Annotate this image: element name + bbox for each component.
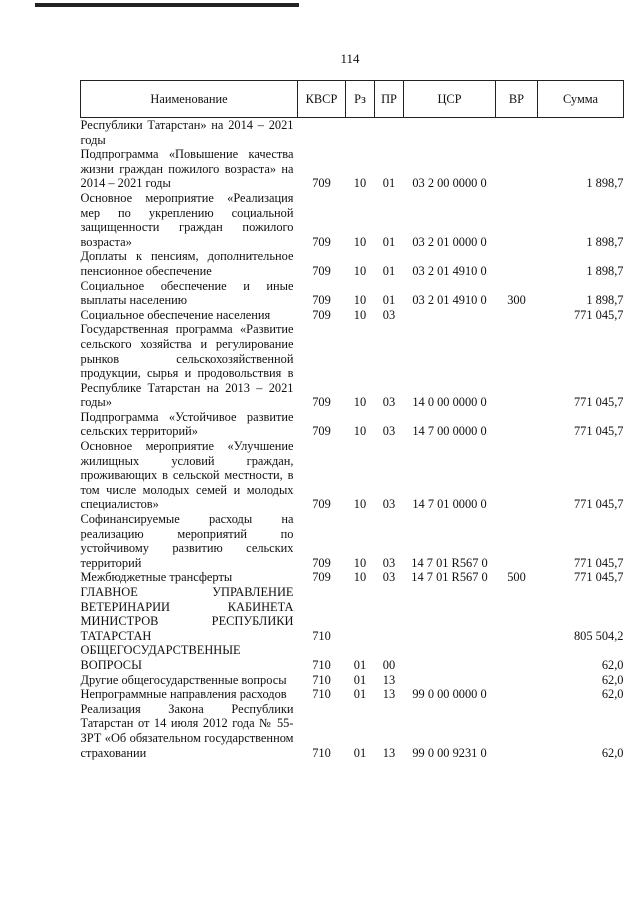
- cell-sum: 1 898,7: [586, 263, 624, 278]
- cell-sum: 1 898,7: [586, 176, 624, 191]
- cell-pr: 03: [382, 424, 396, 439]
- cell-csr: 03 2 01 0000 0: [412, 234, 487, 249]
- cell-csr: [404, 308, 496, 323]
- cell-vr: [496, 439, 538, 512]
- cell-sum: 771 045,7: [573, 570, 624, 585]
- cell-name: Реализация Закона Республики Татарстан от 14 июля 2012 года № 55-ЗРТ «Об обязательном государственном страховании: [80, 701, 294, 760]
- cell-sum: 62,0: [601, 745, 624, 760]
- cell-vr: [496, 585, 538, 643]
- cell-rz: 10: [353, 555, 367, 570]
- cell-kvsr: 710: [312, 628, 331, 643]
- cell-rz: 10: [353, 395, 367, 410]
- cell-pr: 03: [382, 497, 396, 512]
- cell-vr: [496, 410, 538, 439]
- cell-csr: 03 2 01 4910 0: [412, 293, 487, 308]
- cell-rz: 01: [353, 745, 367, 760]
- cell-csr: 99 0 00 0000 0: [412, 687, 487, 702]
- cell-vr: [496, 673, 538, 688]
- cell-rz: 10: [353, 497, 367, 512]
- cell-kvsr: 709: [312, 263, 331, 278]
- cell-sum: 1 898,7: [586, 293, 624, 308]
- table-row: [81, 410, 624, 439]
- cell-rz: 10: [353, 307, 367, 322]
- table-row: [81, 118, 624, 148]
- cell-name: Непрограммные направления расходов: [80, 687, 287, 702]
- header-sum: Сумма: [538, 81, 624, 118]
- cell-vr: 300: [507, 293, 526, 308]
- cell-vr: [496, 118, 538, 148]
- cell-pr: 01: [382, 263, 396, 278]
- table-body: [81, 118, 624, 761]
- cell-name: Республики Татарстан» на 2014 – 2021 годы: [80, 118, 294, 147]
- cell-pr: 03: [382, 555, 396, 570]
- cell-csr: [404, 673, 496, 688]
- cell-pr: 13: [382, 687, 396, 702]
- cell-kvsr: 709: [312, 570, 331, 585]
- page-number: 114: [340, 51, 360, 66]
- cell-vr: [496, 249, 538, 278]
- cell-vr: [496, 147, 538, 191]
- cell-sum: [538, 118, 624, 148]
- cell-kvsr: [298, 118, 346, 148]
- cell-name: Основное мероприятие «Реализация мер по укреплению социальной защищенности граждан пожилого возраста»: [80, 190, 294, 249]
- cell-csr: [404, 643, 496, 672]
- cell-csr: 03 2 01 4910 0: [412, 263, 487, 278]
- table-row: [81, 687, 624, 702]
- cell-sum: 771 045,7: [573, 395, 624, 410]
- cell-name: Основное мероприятие «Улучшение жилищных условий граждан, проживающих в сельской местности, в том числе молодых семей и молодых специалистов»: [80, 439, 294, 512]
- cell-kvsr: 709: [312, 176, 331, 191]
- cell-name: Подпрограмма «Повышение качества жизни граждан пожилого возраста» на 2014 – 2021 годы: [80, 147, 294, 191]
- table-row: [81, 308, 624, 323]
- cell-sum: 1 898,7: [586, 234, 624, 249]
- table-row: [81, 249, 624, 278]
- cell-sum: 62,0: [601, 687, 624, 702]
- cell-vr: [496, 308, 538, 323]
- cell-name: Другие общегосударственные вопросы: [80, 672, 287, 687]
- cell-pr: 01: [382, 234, 396, 249]
- scan-edge-mark: [35, 3, 299, 7]
- cell-pr: 13: [382, 745, 396, 760]
- table-row: [81, 512, 624, 570]
- cell-rz: 01: [353, 687, 367, 702]
- cell-vr: [496, 512, 538, 570]
- cell-pr: 13: [382, 672, 396, 687]
- cell-csr: 14 0 00 0000 0: [412, 395, 487, 410]
- cell-sum: 771 045,7: [573, 307, 624, 322]
- cell-csr: 14 7 01 R567 0: [411, 570, 488, 585]
- cell-name: Социальное обеспечение населения: [80, 307, 271, 322]
- cell-sum: 771 045,7: [573, 555, 624, 570]
- cell-sum: 805 504,2: [573, 628, 624, 643]
- cell-csr: [404, 118, 496, 148]
- table-row: [81, 702, 624, 760]
- cell-vr: [496, 643, 538, 672]
- cell-csr: 03 2 00 0000 0: [412, 176, 487, 191]
- cell-kvsr: 709: [312, 234, 331, 249]
- cell-pr: [375, 118, 404, 148]
- header-csr: ЦСР: [404, 81, 496, 118]
- table-row: [81, 279, 624, 308]
- header-rz: Рз: [346, 81, 375, 118]
- cell-name: Государственная программа «Развитие сельского хозяйства и регулирование рынков сельскохозяйственной продукции, сырья и продовольствия в Республике Татарстан на 2013 – 2021 годы»: [80, 322, 294, 410]
- cell-rz: 10: [353, 263, 367, 278]
- cell-rz: [346, 118, 375, 148]
- budget-table: [80, 80, 624, 760]
- cell-sum: 62,0: [601, 657, 624, 672]
- header-kvsr: КВСР: [298, 81, 346, 118]
- table-row: [81, 673, 624, 688]
- cell-name: Доплаты к пенсиям, дополнительное пенсионное обеспечение: [80, 249, 294, 278]
- cell-csr: [404, 585, 496, 643]
- cell-csr: 14 7 00 0000 0: [412, 424, 487, 439]
- cell-csr: 14 7 01 R567 0: [411, 555, 488, 570]
- cell-vr: [496, 322, 538, 410]
- cell-kvsr: 709: [312, 293, 331, 308]
- cell-name: ГЛАВНОЕ УПРАВЛЕНИЕ ВЕТЕРИНАРИИ КАБИНЕТА МИНИСТРОВ РЕСПУБЛИКИ ТАТАРСТАН: [80, 585, 294, 643]
- table-row: [81, 322, 624, 410]
- cell-pr: [375, 585, 404, 643]
- cell-sum: 771 045,7: [573, 424, 624, 439]
- cell-name: Межбюджетные трансферты: [80, 570, 233, 585]
- cell-kvsr: 710: [312, 687, 331, 702]
- cell-rz: 10: [353, 234, 367, 249]
- cell-pr: 03: [382, 570, 396, 585]
- cell-vr: [496, 687, 538, 702]
- cell-csr: 14 7 01 0000 0: [412, 497, 487, 512]
- cell-rz: 01: [353, 672, 367, 687]
- header-pr: ПР: [375, 81, 404, 118]
- table-row: [81, 191, 624, 249]
- cell-kvsr: 709: [312, 497, 331, 512]
- cell-pr: 01: [382, 293, 396, 308]
- cell-kvsr: 709: [312, 395, 331, 410]
- table-row: [81, 570, 624, 585]
- cell-pr: 03: [382, 395, 396, 410]
- cell-rz: 10: [353, 176, 367, 191]
- cell-rz: [346, 585, 375, 643]
- cell-rz: 10: [353, 293, 367, 308]
- cell-kvsr: 709: [312, 307, 331, 322]
- cell-vr: [496, 702, 538, 760]
- cell-name: Подпрограмма «Устойчивое развитие сельских территорий»: [80, 409, 294, 439]
- cell-rz: 10: [353, 570, 367, 585]
- cell-vr: 500: [507, 570, 526, 585]
- cell-name: Социальное обеспечение и иные выплаты населению: [80, 278, 294, 308]
- cell-pr: 01: [382, 176, 396, 191]
- table-row: [81, 439, 624, 512]
- header-name: Наименование: [81, 81, 298, 118]
- cell-kvsr: 710: [312, 672, 331, 687]
- cell-rz: 10: [353, 424, 367, 439]
- cell-sum: 771 045,7: [573, 497, 624, 512]
- table-row: [81, 147, 624, 191]
- cell-name: Софинансируемые расходы на реализацию мероприятий по устойчивому развитию сельских территорий: [80, 512, 294, 570]
- cell-kvsr: 710: [312, 657, 331, 672]
- header-vr: ВР: [496, 81, 538, 118]
- cell-name: ОБЩЕГОСУДАРСТВЕННЫЕ ВОПРОСЫ: [80, 643, 241, 672]
- cell-kvsr: 710: [312, 745, 331, 760]
- cell-csr: 99 0 00 9231 0: [412, 745, 487, 760]
- table-header-row: [81, 81, 624, 118]
- cell-kvsr: 709: [312, 424, 331, 439]
- cell-sum: 62,0: [601, 672, 624, 687]
- cell-pr: 03: [382, 307, 396, 322]
- cell-kvsr: 709: [312, 555, 331, 570]
- cell-vr: [496, 191, 538, 249]
- table-row: [81, 585, 624, 643]
- cell-pr: 00: [382, 657, 396, 672]
- cell-rz: 01: [353, 657, 367, 672]
- table-row: [81, 643, 624, 672]
